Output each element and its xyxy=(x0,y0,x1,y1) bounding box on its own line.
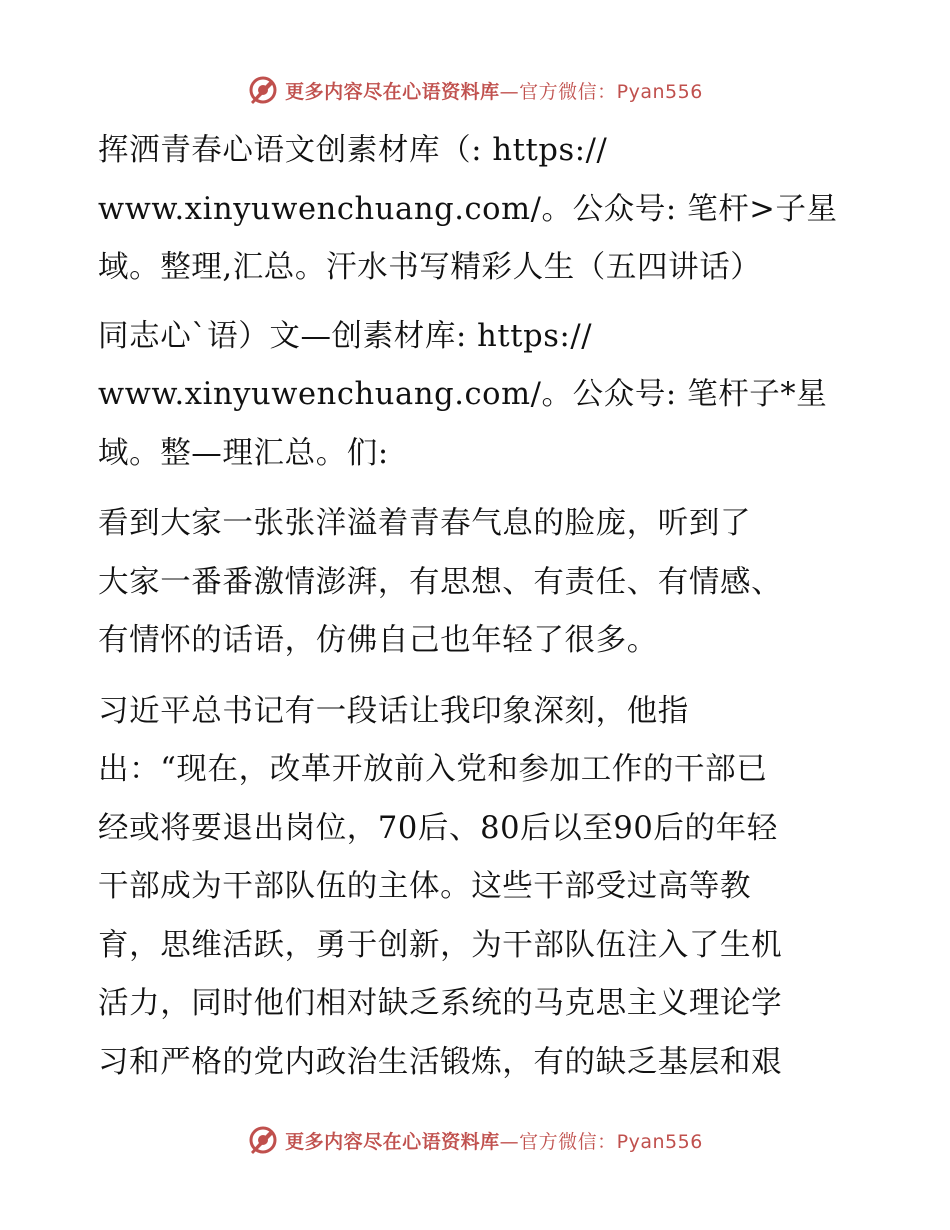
document-body xyxy=(98,122,858,1104)
paragraph-2: 同志心`语）文—创素材库: https:// www.xinyuwenchuang.com/。公众号: 笔杆子*星 域。整—理汇总。们: xyxy=(98,318,828,471)
pen-logo-icon xyxy=(247,74,279,106)
footer-banner-rest: —官方微信：Pyan556 xyxy=(499,1130,703,1153)
footer-banner-text xyxy=(285,1127,703,1154)
header-banner-rest: —官方微信：Pyan556 xyxy=(499,80,703,103)
paragraph-1: 挥洒青春心语文创素材库（: https:// www.xinyuwenchuang.com/。公众号: 笔杆>子星 域。整理,汇总。汗水书写精彩人生（五四讲话） xyxy=(98,133,838,285)
footer-banner xyxy=(0,1120,950,1160)
header-banner xyxy=(0,70,950,110)
header-banner-lead: 更多内容尽在心语资料库 xyxy=(285,80,500,103)
header-banner-text xyxy=(285,77,703,104)
footer-banner-inner xyxy=(247,1124,703,1156)
pen-logo-icon xyxy=(247,1124,279,1156)
footer-banner-lead: 更多内容尽在心语资料库 xyxy=(285,1130,500,1153)
paragraph-4: 习近平总书记有一段话让我印象深刻，他指 出：“现在，改革开放前入党和参加工作的干部已 经或将要退出岗位，70后、80后以至90后的年轻 干部成为干部队伍的主体。这些干部受过高等教 育，思维活跃，勇于创新，为干部队伍注入了生机 活力，同时他们相对缺乏系统的马克思主义理论学 习和严格的党内政治生活锻炼，有的缺乏基层和艰 xyxy=(98,693,783,1080)
paragraph-3: 看到大家一张张洋溢着青春气息的脸庞，听到了 大家一番番激情澎湃，有思想、有责任、有情感、 有情怀的话语，仿佛自己也年轻了很多。 xyxy=(98,506,783,658)
header-banner-inner xyxy=(247,74,703,106)
